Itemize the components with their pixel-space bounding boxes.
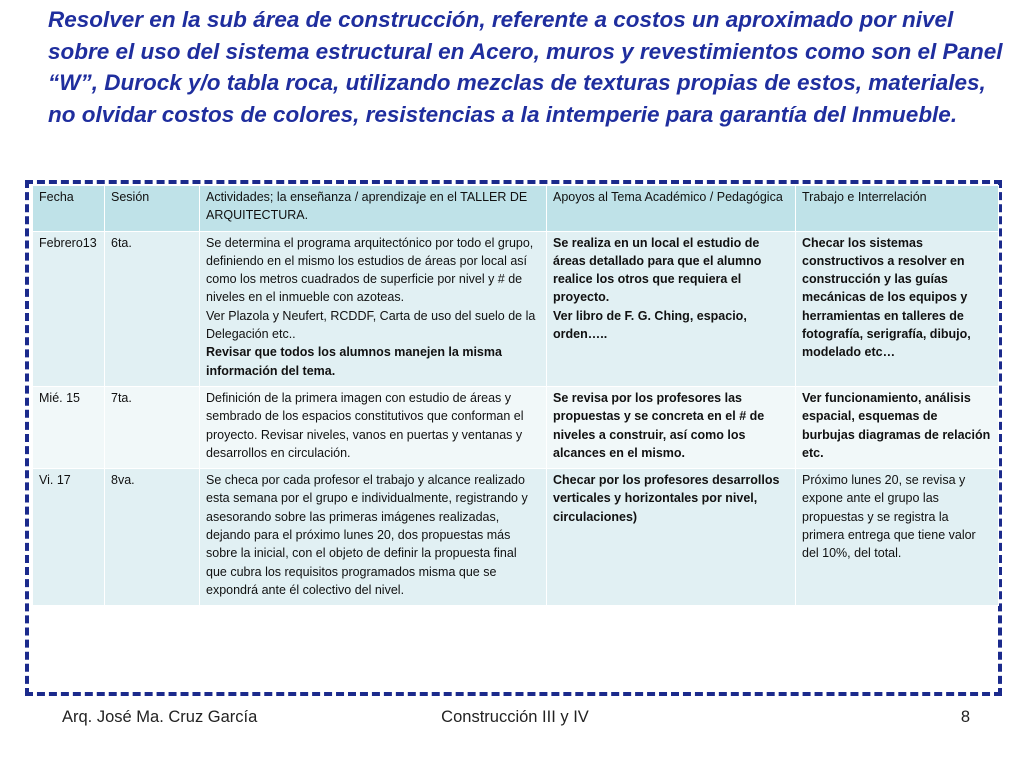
cell-fecha: Vi. 17	[33, 469, 105, 606]
cell-apoyos: Se revisa por los profesores las propuestas y se concreta en el # de niveles a construir, así como los alcances en el mismo.	[547, 386, 796, 468]
header-sesion: Sesión	[105, 186, 200, 232]
page-number: 8	[960, 708, 970, 726]
schedule-table	[32, 185, 999, 606]
cell-trabajo: Próximo lunes 20, se revisa y expone ante el grupo las propuestas y se registra la primera entrega que tiene valor del 10%, del total.	[796, 469, 999, 606]
support-reference: Ver libro de F. G. Ching, espacio, orden…..	[553, 308, 747, 342]
table-row	[33, 386, 999, 468]
header-fecha: Fecha	[33, 186, 105, 232]
table-row	[33, 469, 999, 606]
cell-sesion: 7ta.	[105, 386, 200, 468]
header-apoyos: Apoyos al Tema Académico / Pedagógica	[547, 186, 796, 232]
support-text: Se realiza en un local el estudio de áreas detallado para que el alumno realice los otros que requiera el proyecto.	[553, 235, 762, 305]
cell-actividades	[200, 231, 547, 386]
cell-trabajo: Ver funcionamiento, análisis espacial, esquemas de burbujas diagramas de relación etc.	[796, 386, 999, 468]
table-header-row	[33, 186, 999, 232]
cell-sesion: 6ta.	[105, 231, 200, 386]
cell-apoyos: Checar por los profesores desarrollos verticales y horizontales por nivel, circulaciones)	[547, 469, 796, 606]
header-trabajo: Trabajo e Interrelación	[796, 186, 999, 232]
cell-fecha: Febrero13	[33, 231, 105, 386]
footer-course: Construcción III y IV	[441, 708, 589, 726]
table-row	[33, 231, 999, 386]
activity-reference: Ver Plazola y Neufert, RCDDF, Carta de uso del suelo de la Delegación etc..	[206, 308, 536, 342]
footer-author: Arq. José Ma. Cruz García	[62, 708, 258, 726]
cell-trabajo: Checar los sistemas constructivos a resolver en construcción y las guías mecánicas de los equipos y herramientas en talleres de fotografía, serigrafía, dibujo, modelado etc…	[796, 231, 999, 386]
activity-note: Revisar que todos los alumnos manejen la misma información del tema.	[206, 345, 502, 378]
cell-apoyos	[547, 231, 796, 386]
cell-fecha: Mié. 15	[33, 386, 105, 468]
cell-sesion: 8va.	[105, 469, 200, 606]
cell-actividades: Se checa por cada profesor el trabajo y alcance realizado esta semana por el grupo e individualmente, registrando y asesorando sobre las primeras imágenes realizadas, dejando para el próximo lunes 20, dos propuestas más sobre la inicial, con el objeto de definir la propuesta final que cubra los requisitos programados misma que se expondrá ante él colectivo del nivel.	[200, 469, 547, 606]
header-actividades: Actividades; la enseñanza / aprendizaje en el TALLER DE ARQUITECTURA.	[200, 186, 547, 232]
slide-title: Resolver en la sub área de construcción, referente a costos un aproximado por nivel sobre el uso del sistema estructural en Acero, muros y revestimientos como son el Panel “W”, Durock y/o tabla roca, utilizando mezclas de texturas propias de estos, materiales, no olvidar costos de colores, resistencias a la intemperie para garantía del Inmueble.	[48, 7, 1003, 127]
activity-text: Se determina el programa arquitectónico por todo el grupo, definiendo en el mismo los estudios de áreas por local así como los metros cuadrados de superficie por nivel y # de niveles en el inmueble con azoteas.	[206, 235, 534, 305]
cell-actividades: Definición de la primera imagen con estudio de áreas y sembrado de los espacios constitutivos que conforman el proyecto. Revisar niveles, vanos en puertas y ventanas y desarrollos en circulación.	[200, 386, 547, 468]
